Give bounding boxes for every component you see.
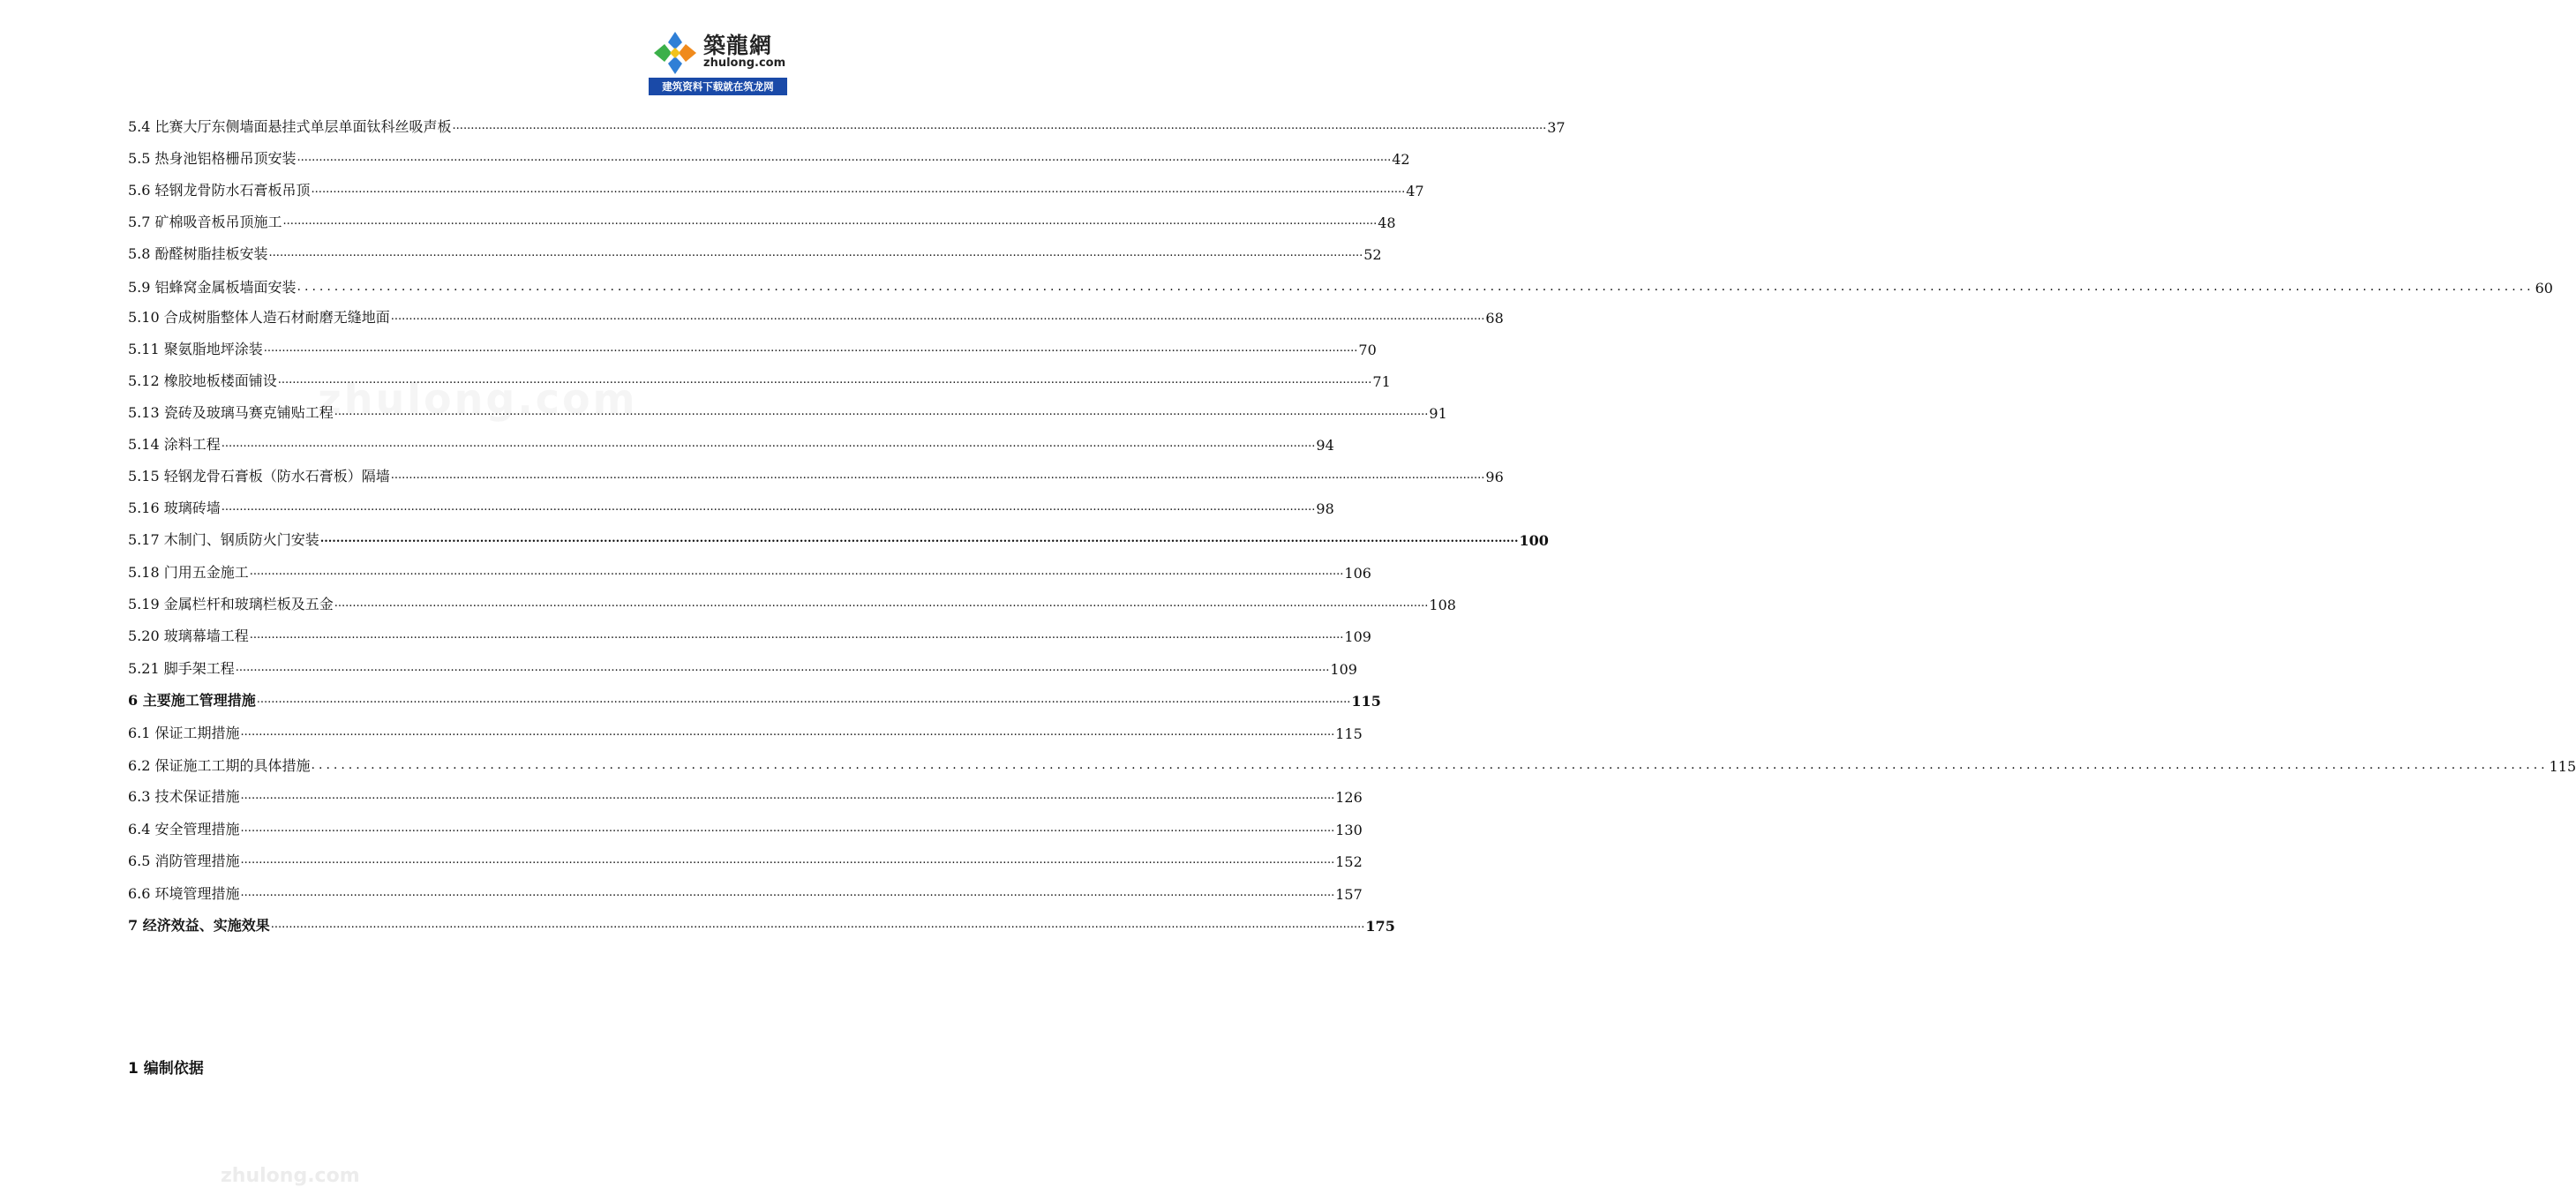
logo-name-en: zhulong.com [703,56,786,70]
toc-leader: ............................................................................................................................................................................................................................................................................................................ [235,661,1330,674]
toc-leader: ............................................................................................................................................................................................................................................................................................................ [240,789,1335,802]
toc-entry-5-12[interactable] [128,364,1391,390]
toc-leader: ............................................................................................................................................................................................................................................................................................................ [334,597,1429,610]
toc-label: 5.5 热身池铝格栅吊顶安装 [128,150,297,167]
toc-entry-5-10[interactable] [128,300,1504,327]
toc-entry-6-1[interactable] [128,716,1363,742]
zhulong-logo[interactable] [649,26,787,95]
toc-leader: ............................................................................................................................................................................................................................................................................................................ [390,469,1485,482]
toc-leader: ............................................................................................................................................................................................................................................................................................................ [311,183,1406,196]
toc-page: 47 [1406,183,1424,199]
toc-leader: ............................................................................................................................................................................................................................................................................................................ [319,532,1519,545]
toc-entry-6-2[interactable] [128,748,2576,775]
toc-label: 6.3 技术保证措施 [128,788,240,805]
toc-leader: ............................................................................................................................................................................................................................................................................................................ [268,246,1363,259]
toc-label: 5.11 聚氨脂地坪涂装 [128,341,263,357]
toc-label: 5.12 橡胶地板楼面铺设 [128,372,277,389]
toc-entry-5-16[interactable] [128,491,1334,517]
toc-entry-5-18[interactable] [128,555,1371,582]
toc-entry-5-11[interactable] [128,332,1377,358]
toc-leader: ............................................................................................................................................................................................................................................................................................................ [270,918,1365,931]
toc-leader: ............................................................................................................................................................................................................................................................................................................ [277,373,1372,387]
toc-leader: ............................................................................................................................................................................................................................................................................................................ [221,500,1316,514]
toc-page: 115 [2549,758,2576,775]
toc-entry-5-14[interactable] [128,427,1334,454]
toc-leader: ............................................................................................................................................................................................................................................................................................................ [311,758,2549,772]
toc-page: 42 [1392,151,1410,168]
toc-page: 37 [1547,119,1566,136]
toc-leader: ............................................................................................................................................................................................................................................................................................................ [452,119,1547,132]
logo-tagline: 建筑资料下载就在筑龙网 [649,78,787,95]
toc-entry-5-7[interactable] [128,205,1396,231]
toc-page: 115 [1335,725,1363,742]
toc-page: 100 [1519,532,1549,549]
toc-label: 5.13 瓷砖及玻璃马赛克铺贴工程 [128,404,334,421]
toc-page: 48 [1378,214,1396,231]
toc-label: 5.10 合成树脂整体人造石材耐磨无缝地面 [128,309,390,326]
toc-page: 71 [1372,373,1391,390]
toc-entry-5-20[interactable] [128,619,1371,645]
toc-entry-5-21[interactable] [128,651,1357,678]
toc-page: 106 [1344,565,1371,582]
toc-leader: ............................................................................................................................................................................................................................................................................................................ [297,280,2535,294]
toc-label: 5.14 涂料工程 [128,436,221,453]
toc-page: 94 [1316,437,1334,454]
toc-page: 70 [1358,342,1377,358]
toc-label: 6 主要施工管理措施 [128,692,256,709]
toc-label: 6.5 消防管理措施 [128,853,240,869]
toc-leader: ............................................................................................................................................................................................................................................................................................................ [249,565,1344,578]
toc-leader: ............................................................................................................................................................................................................................................................................................................ [240,853,1335,867]
toc-label: 6.2 保证施工工期的具体措施 [128,757,311,774]
toc-leader: ............................................................................................................................................................................................................................................................................................................ [240,822,1335,835]
watermark-bottom: zhulong.com [221,1165,360,1187]
toc-page: 91 [1429,405,1447,422]
toc-page: 157 [1335,886,1363,903]
toc-page: 109 [1330,661,1357,678]
toc-label: 5.7 矿棉吸音板吊顶施工 [128,214,282,230]
toc-entry-5-9[interactable] [128,270,2553,297]
toc-page: 96 [1485,469,1504,485]
toc-leader: ............................................................................................................................................................................................................................................................................................................ [334,405,1429,418]
toc-label: 5.6 轻钢龙骨防水石膏板吊顶 [128,182,311,199]
toc-label: 5.19 金属栏杆和玻璃栏板及五金 [128,596,334,612]
toc-label: 6.6 环境管理措施 [128,885,240,902]
toc-label: 5.16 玻璃砖墙 [128,500,221,516]
toc-entry-5-8[interactable] [128,237,1382,263]
section-heading: 1 编制依据 [128,1060,204,1078]
toc-page: 60 [2535,280,2553,297]
toc-page: 109 [1344,628,1371,645]
toc-label: 5.18 门用五金施工 [128,564,249,581]
logo-name-cn: 築龍網 [703,33,773,58]
toc-page: 126 [1335,789,1363,806]
toc-label: 5.9 铝蜂窝金属板墙面安装 [128,279,297,296]
toc-entry-5-4[interactable] [128,109,1566,136]
toc-leader: ............................................................................................................................................................................................................................................................................................................ [240,886,1335,899]
toc-label: 6.1 保证工期措施 [128,725,240,741]
toc-entry-7[interactable] [128,908,1395,935]
toc-label: 5.4 比赛大厅东侧墙面悬挂式单层单面钛科丝吸声板 [128,118,452,135]
toc-label: 5.15 轻钢龙骨石膏板（防水石膏板）隔墙 [128,468,390,485]
toc-page: 130 [1335,822,1363,838]
toc-page: 175 [1365,918,1395,935]
zhulong-logo-icon [650,30,700,76]
toc-page: 108 [1429,597,1456,613]
toc-leader: ............................................................................................................................................................................................................................................................................................................ [263,342,1358,355]
toc-entry-6[interactable] [128,683,1381,710]
toc-leader: ............................................................................................................................................................................................................................................................................................................ [390,310,1485,323]
toc-label: 5.20 玻璃幕墙工程 [128,627,249,644]
toc-label: 5.8 酚醛树脂挂板安装 [128,245,268,262]
toc-page: 68 [1485,310,1504,327]
toc-entry-5-5[interactable] [128,141,1410,168]
watermark: zhulong.com [318,375,638,423]
toc-entry-6-3[interactable] [128,779,1363,806]
toc-page: 52 [1363,246,1382,263]
toc-entry-5-6[interactable] [128,173,1424,199]
toc-entry-6-5[interactable] [128,844,1363,870]
toc-leader: ............................................................................................................................................................................................................................................................................................................ [240,725,1335,739]
toc-entry-5-13[interactable] [128,395,1447,422]
toc-page: 115 [1351,693,1381,710]
toc-entry-5-19[interactable] [128,587,1456,613]
toc-entry-6-6[interactable] [128,876,1363,903]
toc-page: 152 [1335,853,1363,870]
toc-entry-5-17[interactable] [128,522,1549,549]
toc-page: 98 [1316,500,1334,517]
toc-leader: ............................................................................................................................................................................................................................................................................................................ [249,628,1344,642]
toc-entry-6-4[interactable] [128,812,1363,838]
toc-leader: ............................................................................................................................................................................................................................................................................................................ [297,151,1392,164]
toc-label: 5.17 木制门、钢质防火门安装 [128,531,319,548]
toc-leader: ............................................................................................................................................................................................................................................................................................................ [256,693,1351,706]
toc-leader: ............................................................................................................................................................................................................................................................................................................ [282,214,1378,228]
toc-leader: ............................................................................................................................................................................................................................................................................................................ [221,437,1316,450]
toc-label: 7 经济效益、实施效果 [128,917,270,934]
toc-label: 6.4 安全管理措施 [128,821,240,838]
toc-entry-5-15[interactable] [128,459,1504,485]
toc-label: 5.21 脚手架工程 [128,660,235,677]
